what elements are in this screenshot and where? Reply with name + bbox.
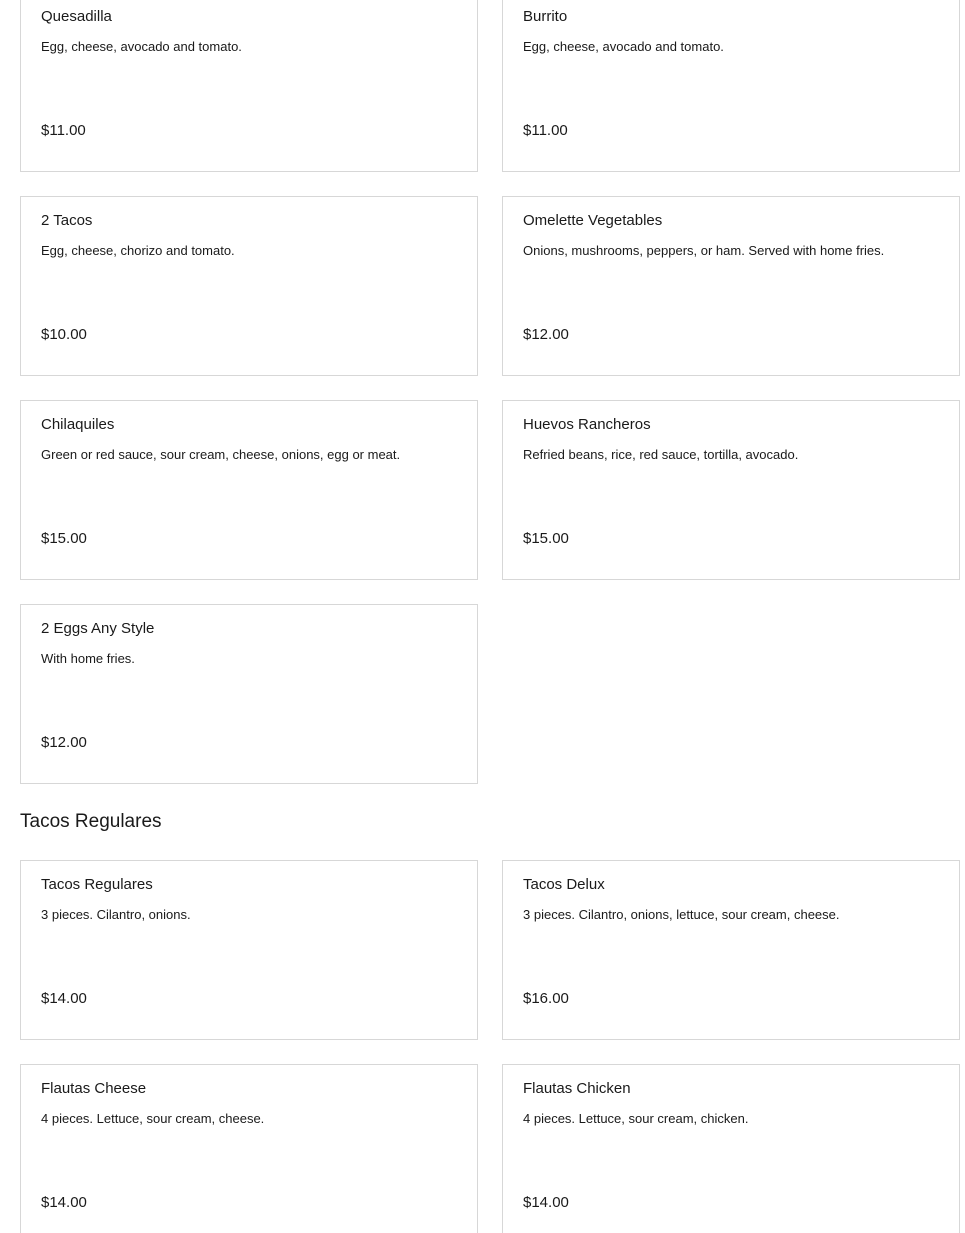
item-price: $14.00: [41, 1194, 87, 1211]
item-description: With home fries.: [41, 651, 135, 666]
menu-item-card[interactable]: [502, 1064, 960, 1233]
item-price: $15.00: [523, 530, 569, 547]
item-price: $12.00: [523, 326, 569, 343]
item-price: $10.00: [41, 326, 87, 343]
item-price: $11.00: [523, 122, 568, 139]
item-price: $12.00: [41, 734, 87, 751]
item-name: Omelette Vegetables: [523, 212, 663, 229]
item-price: $16.00: [523, 990, 569, 1007]
item-name: Burrito: [523, 8, 568, 25]
menu-item-card[interactable]: [20, 604, 478, 784]
item-description: 4 pieces. Lettuce, sour cream, cheese.: [41, 1111, 265, 1126]
menu-item-card[interactable]: [502, 196, 960, 376]
item-name: Tacos Delux: [523, 876, 605, 893]
menu-item-card[interactable]: [20, 1064, 478, 1233]
item-name: Huevos Rancheros: [523, 416, 651, 433]
menu-item-card[interactable]: [502, 400, 960, 580]
item-description: 3 pieces. Cilantro, onions.: [41, 907, 191, 922]
item-name: Tacos Regulares: [41, 876, 153, 893]
item-description: Onions, mushrooms, peppers, or ham. Served with home fries.: [523, 243, 885, 258]
item-name: Chilaquiles: [41, 416, 115, 433]
item-price: $15.00: [41, 530, 87, 547]
item-description: Green or red sauce, sour cream, cheese, onions, egg or meat.: [41, 447, 401, 462]
item-description: Egg, cheese, avocado and tomato.: [41, 39, 242, 54]
menu-item-card[interactable]: [502, 860, 960, 1040]
item-name: Quesadilla: [41, 8, 112, 25]
item-name: Flautas Chicken: [523, 1080, 631, 1097]
menu-item-card[interactable]: [20, 196, 478, 376]
menu-item-card[interactable]: [20, 860, 478, 1040]
item-name: 2 Tacos: [41, 212, 93, 229]
menu-item-card[interactable]: [20, 0, 478, 172]
menu-item-card[interactable]: [20, 400, 478, 580]
item-description: Refried beans, rice, red sauce, tortilla, avocado.: [523, 447, 799, 462]
item-description: Egg, cheese, chorizo and tomato.: [41, 243, 235, 258]
item-name: Flautas Cheese: [41, 1080, 147, 1097]
item-description: 3 pieces. Cilantro, onions, lettuce, sour cream, cheese.: [523, 907, 840, 922]
item-price: $14.00: [41, 990, 87, 1007]
item-description: 4 pieces. Lettuce, sour cream, chicken.: [523, 1111, 749, 1126]
item-name: 2 Eggs Any Style: [41, 620, 155, 637]
item-description: Egg, cheese, avocado and tomato.: [523, 39, 724, 54]
menu-item-card[interactable]: [502, 0, 960, 172]
section-title: Tacos Regulares: [20, 811, 162, 832]
item-price: $11.00: [41, 122, 86, 139]
item-price: $14.00: [523, 1194, 569, 1211]
